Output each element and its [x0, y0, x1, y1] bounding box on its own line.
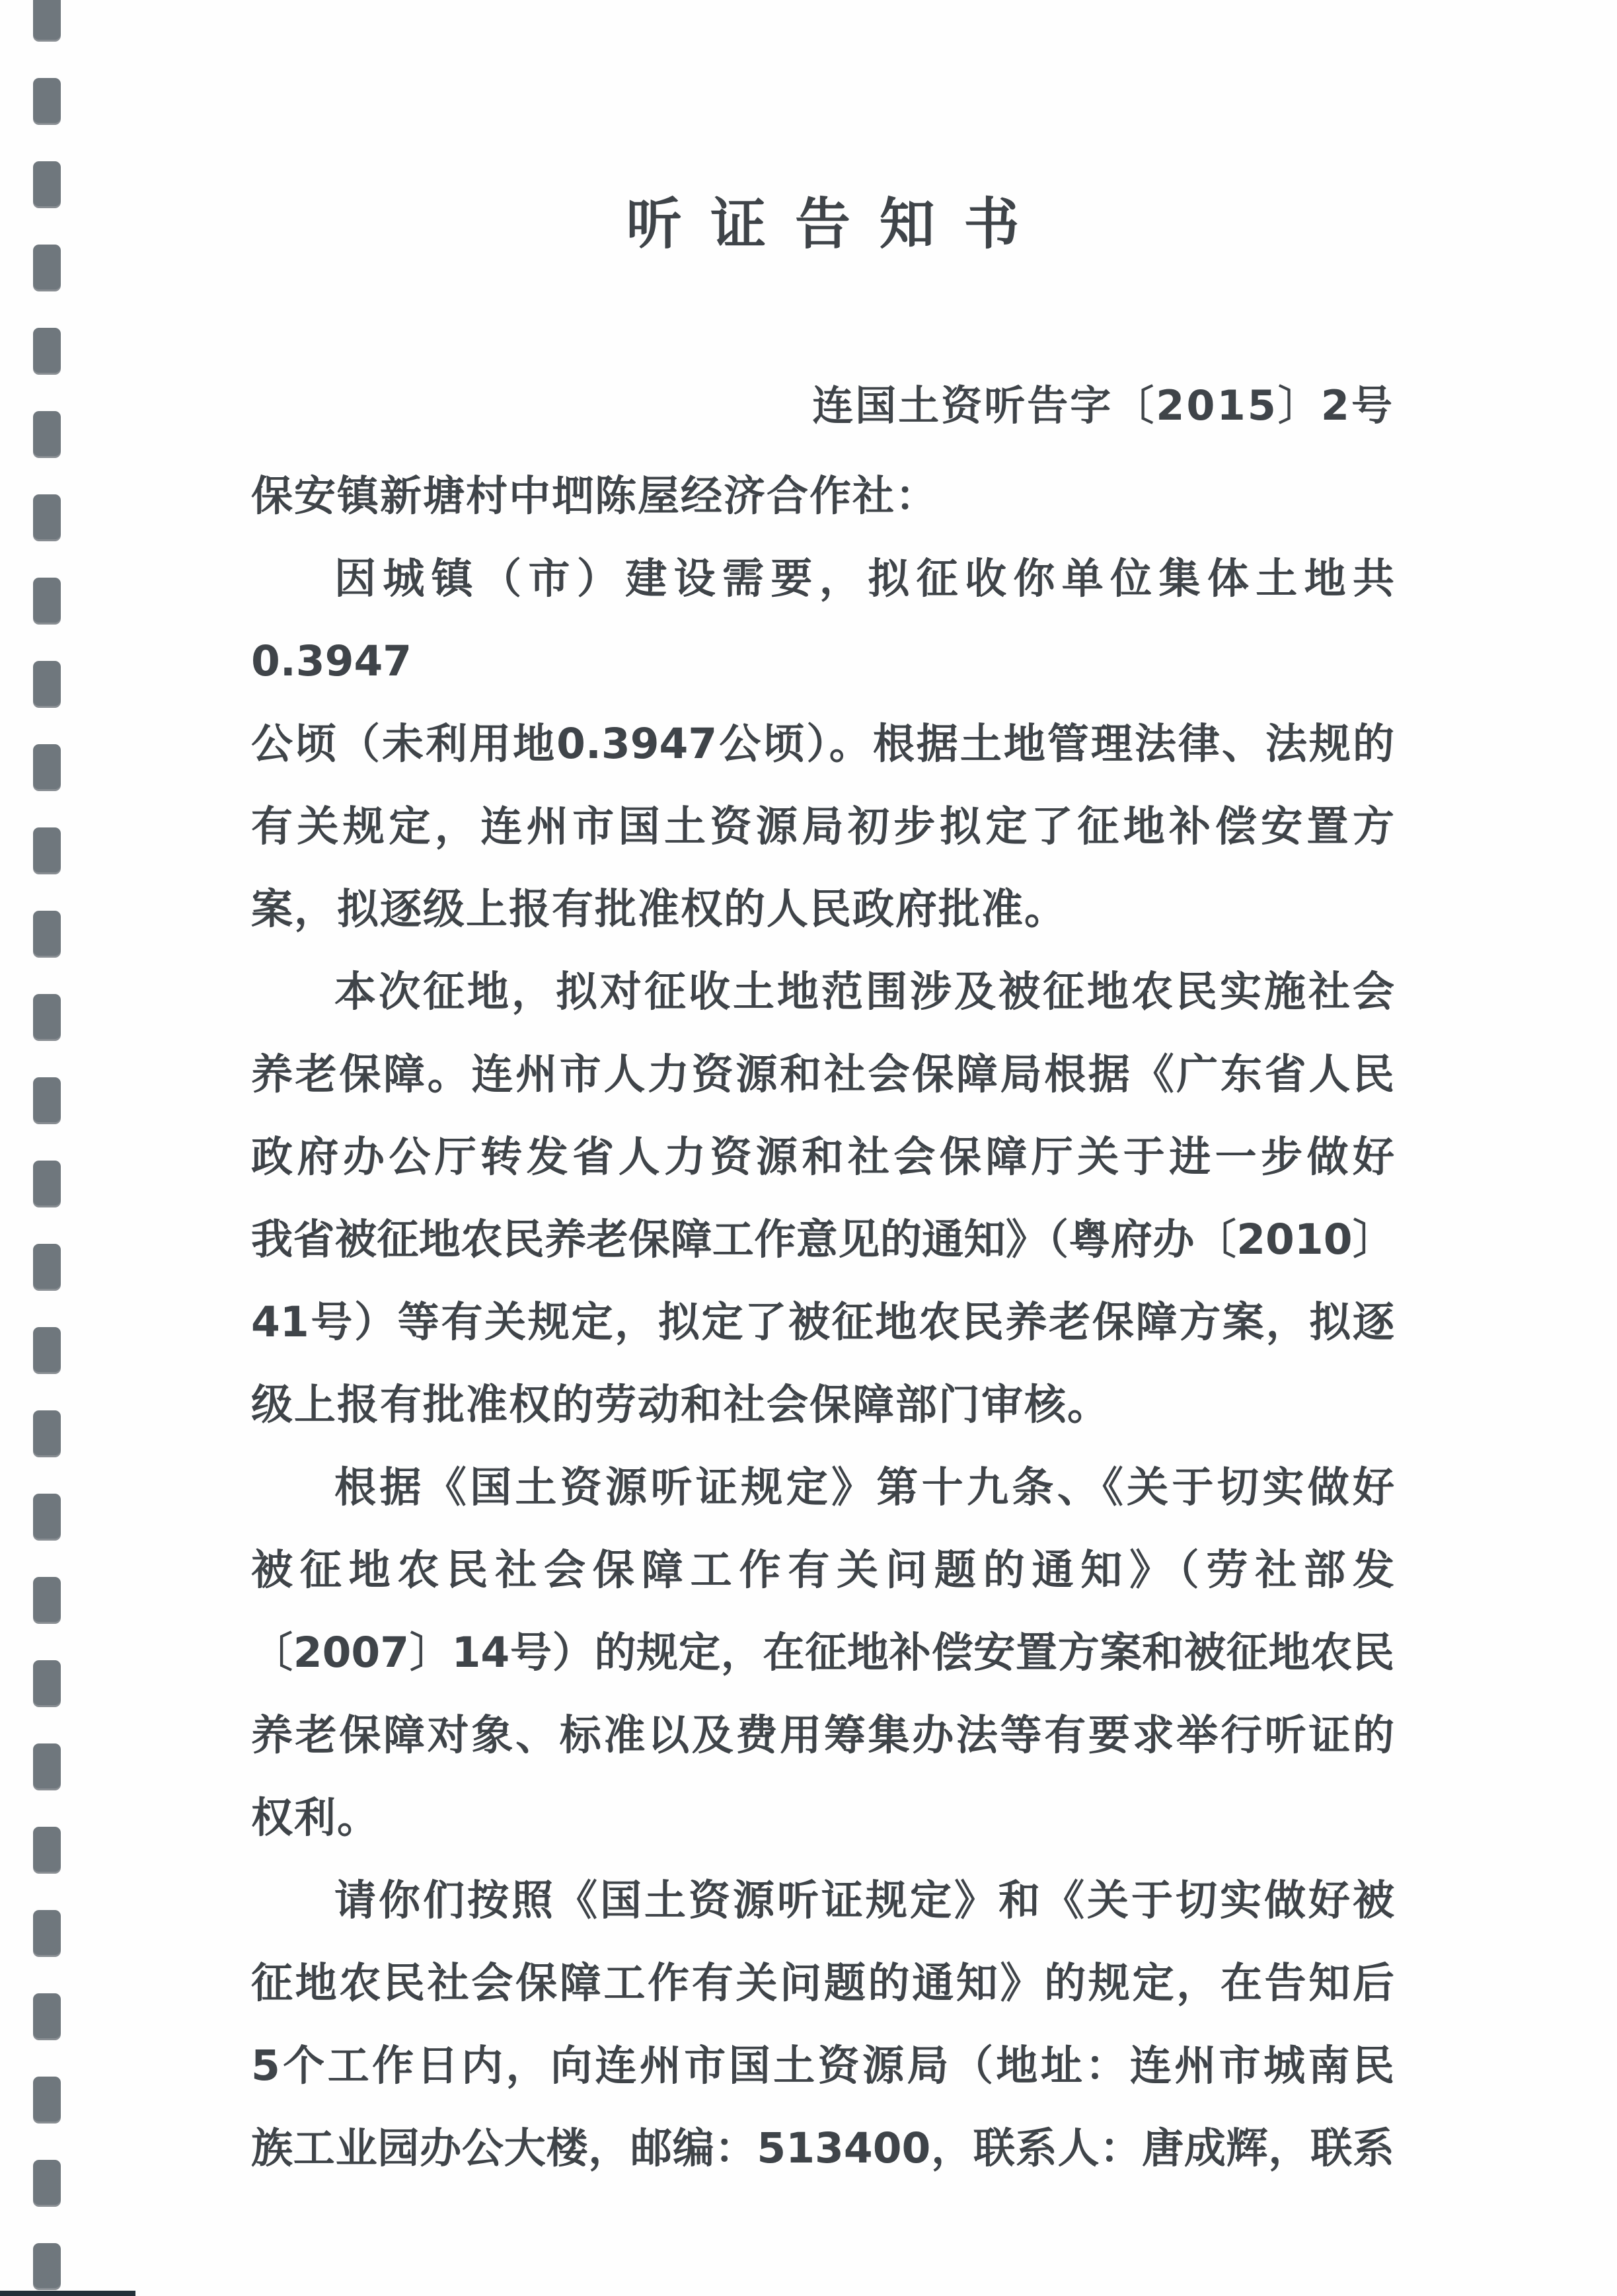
body-line: 根据《国土资源听证规定》第十九条、《关于切实做好 — [334, 1463, 1394, 1512]
body-line: 族工业园办公大楼，邮编：513400，联系人：唐成辉，联系 — [251, 2124, 1394, 2173]
binder-hole — [33, 494, 61, 539]
addressee-line: 保安镇新塘村中垇陈屋经济合作社： — [251, 472, 938, 521]
body-line: 养老保障对象、标准以及费用筹集办法等有要求举行听证的 — [251, 1711, 1394, 1760]
binder-hole — [33, 1327, 61, 1372]
body-line: 因城镇（市）建设需要，拟征收你单位集体土地共0.3947 — [251, 555, 1394, 686]
body-line: 我省被征地农民养老保障工作意见的通知》（粤府办〔2010〕 — [251, 1215, 1394, 1264]
binder-hole — [33, 2243, 61, 2288]
body-line: 本次征地，拟对征收土地范围涉及被征地农民实施社会 — [334, 968, 1394, 1016]
body-line: 政府办公厅转发省人力资源和社会保障厅关于进一步做好 — [251, 1133, 1394, 1182]
body-line: 请你们按照《国土资源听证规定》和《关于切实做好被 — [334, 1876, 1394, 1925]
binder-hole — [33, 1910, 61, 1955]
scan-edge-mark — [0, 2291, 135, 2296]
binder-hole — [33, 1660, 61, 1705]
body-line: 案，拟逐级上报有批准权的人民政府批准。 — [251, 885, 1067, 934]
document-number: 连国土资听告字〔2015〕2号 — [812, 381, 1394, 430]
binder-hole — [33, 1077, 61, 1122]
document-content — [251, 0, 1394, 2190]
body-line: 公顷（未利用地0.3947公顷）。根据土地管理法律、法规的 — [251, 720, 1394, 769]
document-title: 听证告知书 — [626, 192, 1049, 256]
binder-hole — [33, 0, 61, 40]
binder-hole — [33, 744, 61, 789]
binder-hole — [33, 1244, 61, 1289]
binder-hole — [33, 1410, 61, 1455]
body-line: 被征地农民社会保障工作有关问题的通知》（劳社部发 — [251, 1546, 1394, 1595]
binder-hole — [33, 1161, 61, 1205]
body-line: 5个工作日内，向连州市国土资源局（地址：连州市城南民 — [251, 2042, 1394, 2090]
body-line: 级上报有批准权的劳动和社会保障部门审核。 — [251, 1381, 1110, 1430]
binder-hole — [33, 827, 61, 872]
binder-holes — [33, 0, 61, 2288]
body-line: 〔2007〕14号）的规定，在征地补偿安置方案和被征地农民 — [251, 1628, 1394, 1677]
binder-hole — [33, 2160, 61, 2205]
binder-hole — [33, 2077, 61, 2122]
binder-hole — [33, 1577, 61, 1622]
body-line: 有关规定，连州市国土资源局初步拟定了征地补偿安置方 — [251, 802, 1394, 851]
binder-hole — [33, 1993, 61, 2038]
body-line: 征地农民社会保障工作有关问题的通知》的规定，在告知后 — [251, 1959, 1394, 2008]
binder-hole — [33, 578, 61, 623]
binder-hole — [33, 661, 61, 706]
binder-hole — [33, 1743, 61, 1788]
binder-hole — [33, 911, 61, 956]
binder-hole — [33, 994, 61, 1039]
binder-hole — [33, 411, 61, 456]
body-line: 养老保障。连州市人力资源和社会保障局根据《广东省人民 — [251, 1050, 1394, 1099]
body-line: 权利。 — [251, 1794, 380, 1843]
binder-hole — [33, 78, 61, 123]
body-line: 41号）等有关规定，拟定了被征地农民养老保障方案，拟逐 — [251, 1298, 1394, 1347]
binder-hole — [33, 1827, 61, 1872]
binder-hole — [33, 245, 61, 289]
binder-hole — [33, 161, 61, 206]
binder-hole — [33, 1494, 61, 1539]
binder-hole — [33, 328, 61, 373]
